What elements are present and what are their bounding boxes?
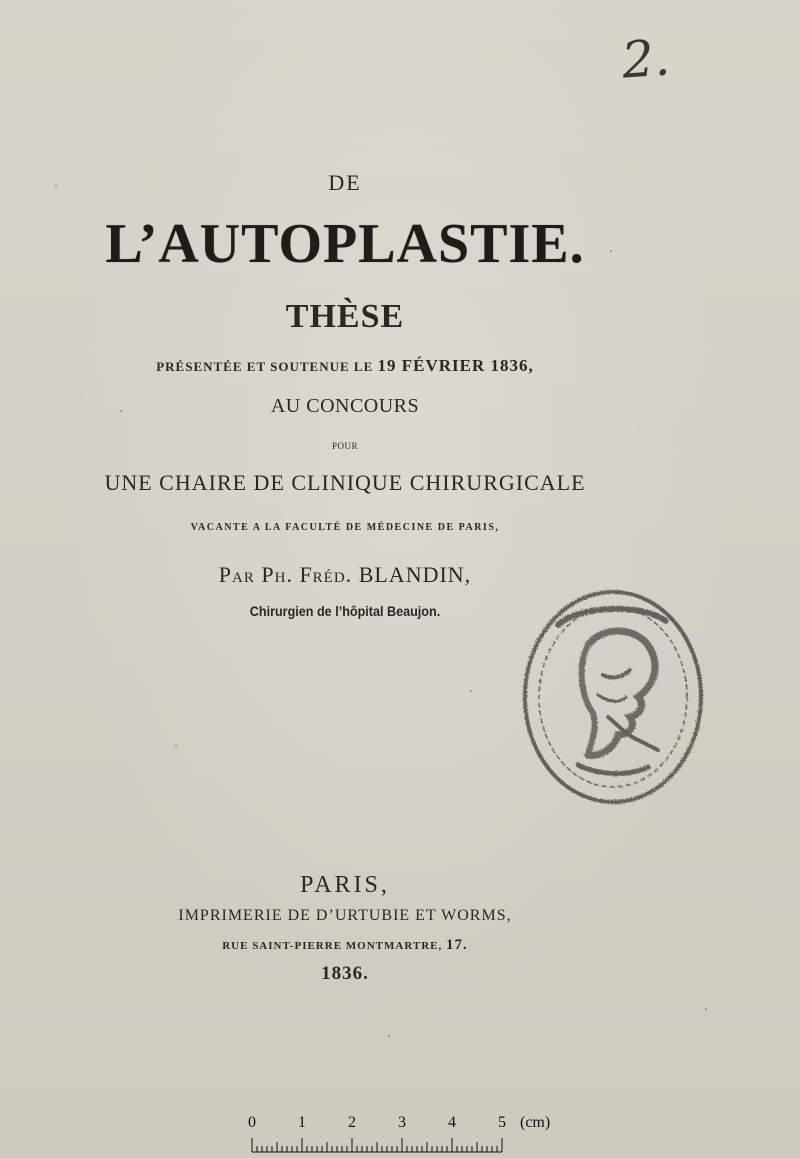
author-name: BLANDIN,	[358, 562, 472, 587]
scale-label-4: 4	[448, 1114, 456, 1131]
author-prefix: Par Ph. Fréd.	[218, 562, 353, 587]
presentation-date: 19 FÉVRIER 1836,	[377, 356, 534, 375]
library-stamp	[518, 585, 708, 810]
scale-label-3: 3	[398, 1114, 406, 1131]
scale-label-0: 0	[248, 1114, 256, 1131]
imprint-city: PARIS,	[300, 872, 390, 898]
imprint-year: 1836.	[321, 963, 369, 984]
scale-unit: (cm)	[520, 1114, 551, 1131]
imprint-street: RUE SAINT-PIERRE MONTMARTRE,	[222, 940, 443, 952]
imprint-address	[0, 937, 690, 954]
concours-line: AU CONCOURS	[270, 395, 420, 417]
scale-label-5: 5	[498, 1114, 506, 1131]
paper-speck	[470, 690, 472, 692]
presentation-prefix: PRÉSENTÉE ET SOUTENUE LE	[156, 359, 374, 374]
handwritten-shelfmark: 2.	[620, 28, 672, 90]
presentation-line	[0, 356, 690, 376]
chaire-line: UNE CHAIRE DE CLINIQUE CHIRURGICALE	[104, 470, 586, 495]
paper-speck	[388, 1035, 390, 1037]
paper-speck	[705, 1008, 707, 1010]
scale-bar	[248, 1114, 568, 1154]
title-prefix: DE	[328, 170, 362, 195]
scale-label-1: 1	[298, 1114, 306, 1131]
paper-speck	[175, 745, 177, 747]
scale-label-2: 2	[348, 1114, 356, 1131]
vacante-line: VACANTE A LA FACULTÉ DE MÉDECINE DE PARIS,	[190, 522, 500, 533]
page-title: L’AUTOPLASTIE.	[105, 213, 585, 275]
scale-ruler	[248, 1136, 510, 1154]
imprint-printer: IMPRIMERIE DE D’URTUBIE ET WORMS,	[178, 907, 512, 924]
author-title: Chirurgien de l’hôpital Beaujon.	[249, 603, 441, 619]
imprint-number: 17.	[446, 937, 468, 953]
pour-line: POUR	[331, 441, 358, 451]
these-heading: THÈSE	[285, 298, 405, 335]
